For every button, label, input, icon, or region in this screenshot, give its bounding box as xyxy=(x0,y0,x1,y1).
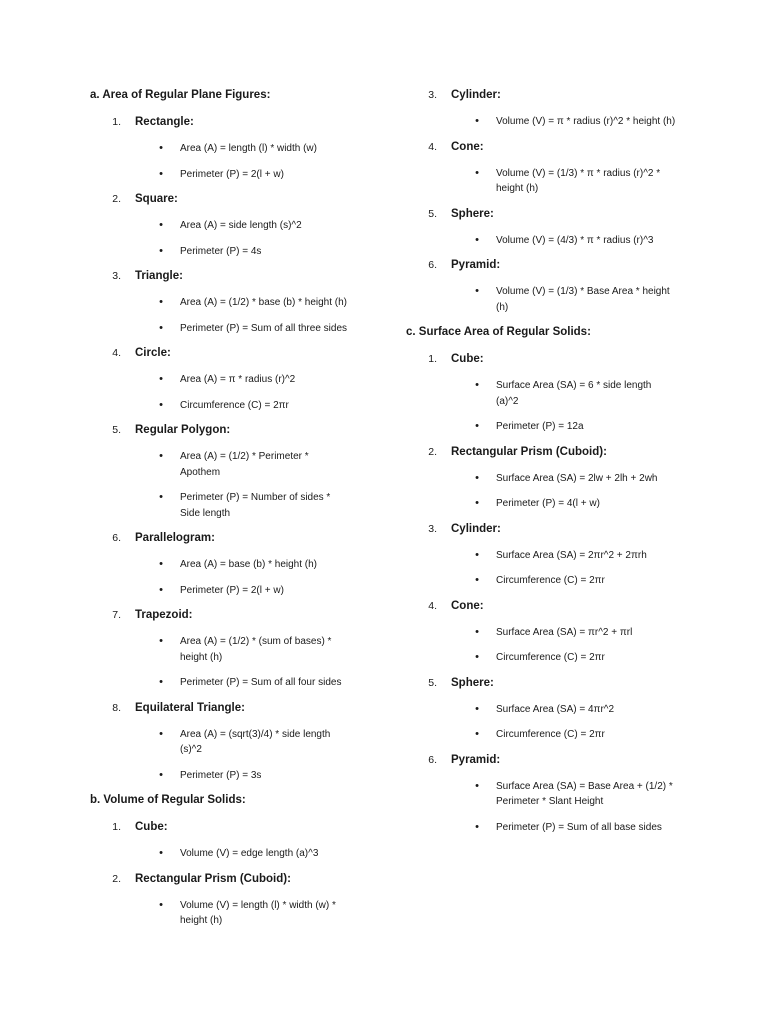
bullet-item xyxy=(406,702,706,718)
bullet-dot-icon: • xyxy=(475,285,479,297)
formula-text: Volume (V) = (1/3) * Base Area * height (h) xyxy=(496,286,670,313)
formula-text: Perimeter (P) = 2(l + w) xyxy=(180,168,284,180)
bullet-dot-icon: • xyxy=(475,497,479,509)
section-heading: a. Area of Regular Plane Figures: xyxy=(90,89,271,101)
formula-text: Surface Area (SA) = πr^2 + πrl xyxy=(496,626,633,638)
bullet-item xyxy=(90,244,380,260)
section-heading: b. Volume of Regular Solids: xyxy=(90,794,246,806)
formula-text: Surface Area (SA) = 4πr^2 xyxy=(496,703,615,715)
bullet-item xyxy=(406,496,706,512)
item-number: 7. xyxy=(112,609,121,621)
formula-text: Perimeter (P) = 12a xyxy=(496,421,584,432)
formula-text: Area (A) = (1/2) * base (b) * height (h) xyxy=(180,297,348,308)
item-number: 8. xyxy=(112,701,121,714)
formula-text: Surface Area (SA) = 2lw + 2lh + 2wh xyxy=(496,472,658,484)
formula-text: Surface Area (SA) = 2πr^2 + 2πrh xyxy=(496,549,647,561)
bullet-item xyxy=(406,820,706,836)
formula-text: Perimeter (P) = 3s xyxy=(180,769,262,781)
formula-text: Area (A) = (1/2) * (sum of bases) * height (h) xyxy=(180,636,332,663)
bullet-dot-icon: • xyxy=(475,574,479,586)
numbered-item xyxy=(406,599,706,614)
bullet-item xyxy=(90,846,380,862)
formula-text: Perimeter (P) = Sum of all three sides xyxy=(180,322,348,334)
bullet-item xyxy=(90,557,380,573)
bullet-dot-icon: • xyxy=(159,727,163,740)
bullet-dot-icon: • xyxy=(475,728,479,740)
bullet-item xyxy=(90,727,380,758)
formula-text: Volume (V) = edge length (a)^3 xyxy=(180,848,319,859)
item-label: Trapezoid: xyxy=(135,609,193,621)
formula-text: Area (A) = length (l) * width (w) xyxy=(180,143,317,154)
item-label: Cylinder: xyxy=(451,522,501,535)
bullet-item xyxy=(90,398,380,414)
formula-text: Volume (V) = length (l) * width (w) * height (h) xyxy=(180,899,336,926)
item-label: Square: xyxy=(135,193,178,205)
numbered-item xyxy=(406,258,706,273)
formula-text: Perimeter (P) = Number of sides * Side length xyxy=(180,492,331,519)
item-number: 1. xyxy=(112,821,121,833)
section-heading: c. Surface Area of Regular Solids: xyxy=(406,326,591,338)
numbered-item xyxy=(406,753,706,768)
formula-text: Surface Area (SA) = 6 * side length (a)^2 xyxy=(496,380,652,407)
bullet-item xyxy=(90,898,380,929)
numbered-item xyxy=(90,608,380,623)
item-number: 4. xyxy=(428,140,437,153)
bullet-dot-icon: • xyxy=(475,779,479,792)
bullet-item xyxy=(406,548,706,564)
item-label: Pyramid: xyxy=(451,259,501,271)
bullet-dot-icon: • xyxy=(475,166,479,179)
numbered-item xyxy=(406,352,706,367)
formula-text: Volume (V) = (4/3) * π * radius (r)^3 xyxy=(496,234,654,246)
bullet-item xyxy=(90,321,380,337)
bullet-dot-icon: • xyxy=(475,548,479,561)
numbered-item xyxy=(90,820,380,835)
item-number: 4. xyxy=(112,347,121,359)
numbered-item xyxy=(90,192,380,207)
formula-text: Surface Area (SA) = Base Area + (1/2) * Perimeter * Slant Height xyxy=(496,780,673,807)
bullet-item xyxy=(90,490,380,521)
item-label: Cube: xyxy=(451,353,484,365)
bullet-dot-icon: • xyxy=(159,491,163,503)
bullet-dot-icon: • xyxy=(475,625,479,638)
numbered-item xyxy=(90,346,380,361)
item-number: 2. xyxy=(112,872,121,885)
item-number: 6. xyxy=(428,259,437,271)
item-label: Regular Polygon: xyxy=(135,424,231,436)
item-label: Cone: xyxy=(451,140,484,153)
bullet-item xyxy=(90,768,380,784)
formula-text: Circumference (C) = 2πr xyxy=(496,729,605,740)
item-number: 5. xyxy=(112,424,121,436)
bullet-dot-icon: • xyxy=(159,676,163,688)
item-number: 3. xyxy=(428,89,437,101)
numbered-item xyxy=(90,531,380,546)
bullet-item xyxy=(406,727,706,743)
right-column xyxy=(406,88,706,845)
formula-text: Circumference (C) = 2πr xyxy=(496,575,605,586)
bullet-dot-icon: • xyxy=(159,398,163,411)
bullet-dot-icon: • xyxy=(475,233,479,246)
bullet-dot-icon: • xyxy=(159,142,163,154)
item-number: 6. xyxy=(112,532,121,544)
bullet-item xyxy=(406,625,706,641)
item-label: Rectangle: xyxy=(135,116,194,128)
item-label: Rectangular Prism (Cuboid): xyxy=(451,445,607,458)
item-label: Cylinder: xyxy=(451,89,501,101)
numbered-item xyxy=(406,88,706,103)
formula-text: Area (A) = π * radius (r)^2 xyxy=(180,374,296,385)
numbered-item xyxy=(406,207,706,222)
bullet-dot-icon: • xyxy=(159,898,163,911)
item-number: 2. xyxy=(428,445,437,458)
bullet-item xyxy=(90,583,380,599)
bullet-item xyxy=(90,634,380,665)
item-label: Circle: xyxy=(135,347,171,359)
item-label: Parallelogram: xyxy=(135,532,215,544)
bullet-dot-icon: • xyxy=(159,321,163,334)
bullet-dot-icon: • xyxy=(159,583,163,596)
bullet-dot-icon: • xyxy=(159,558,163,570)
formula-text: Area (A) = (1/2) * Perimeter * Apothem xyxy=(180,451,309,478)
item-label: Cube: xyxy=(135,821,168,833)
bullet-dot-icon: • xyxy=(159,167,163,180)
numbered-item xyxy=(90,701,380,716)
item-number: 3. xyxy=(112,270,121,282)
item-label: Sphere: xyxy=(451,207,494,220)
formula-text: Perimeter (P) = 4(l + w) xyxy=(496,498,600,509)
numbered-item xyxy=(406,445,706,460)
bullet-item xyxy=(90,141,380,157)
item-number: 3. xyxy=(428,522,437,535)
formula-text: Area (A) = base (b) * height (h) xyxy=(180,559,318,570)
formula-text: Volume (V) = π * radius (r)^2 * height (h) xyxy=(496,116,676,127)
item-label: Cone: xyxy=(451,599,484,612)
numbered-item xyxy=(406,522,706,537)
bullet-dot-icon: • xyxy=(475,651,479,663)
bullet-dot-icon: • xyxy=(159,219,163,231)
numbered-item xyxy=(90,872,380,887)
left-column xyxy=(90,88,380,939)
bullet-item xyxy=(90,372,380,388)
formula-text: Circumference (C) = 2πr xyxy=(180,399,289,411)
formula-text: Perimeter (P) = 2(l + w) xyxy=(180,584,284,596)
item-number: 2. xyxy=(112,193,121,205)
bullet-item xyxy=(90,295,380,311)
bullet-dot-icon: • xyxy=(475,702,479,715)
bullet-item xyxy=(406,650,706,666)
bullet-item xyxy=(90,167,380,183)
bullet-item xyxy=(406,419,706,435)
bullet-item xyxy=(90,449,380,480)
formula-text: Area (A) = (sqrt(3)/4) * side length (s)^2 xyxy=(180,728,331,755)
bullet-dot-icon: • xyxy=(159,244,163,257)
formula-text: Perimeter (P) = Sum of all base sides xyxy=(496,821,662,833)
formula-text: Perimeter (P) = Sum of all four sides xyxy=(180,677,342,688)
item-number: 4. xyxy=(428,599,437,612)
numbered-item xyxy=(90,423,380,438)
bullet-item xyxy=(406,233,706,249)
bullet-item xyxy=(406,378,706,409)
bullet-dot-icon: • xyxy=(475,420,479,432)
bullet-item xyxy=(406,779,706,810)
bullet-item xyxy=(406,166,706,197)
item-label: Sphere: xyxy=(451,676,494,689)
bullet-dot-icon: • xyxy=(475,379,479,391)
bullet-dot-icon: • xyxy=(159,450,163,462)
bullet-item xyxy=(406,114,706,130)
item-label: Triangle: xyxy=(135,270,183,282)
bullet-dot-icon: • xyxy=(159,847,163,859)
formula-text: Circumference (C) = 2πr xyxy=(496,652,605,663)
numbered-item xyxy=(406,140,706,155)
item-number: 5. xyxy=(428,676,437,689)
item-label: Pyramid: xyxy=(451,753,501,766)
numbered-item xyxy=(90,115,380,130)
bullet-dot-icon: • xyxy=(475,820,479,833)
formula-text: Volume (V) = (1/3) * π * radius (r)^2 * height (h) xyxy=(496,167,661,194)
bullet-item xyxy=(90,675,380,691)
item-number: 1. xyxy=(112,116,121,128)
bullet-dot-icon: • xyxy=(159,296,163,308)
bullet-item xyxy=(90,218,380,234)
formula-text: Perimeter (P) = 4s xyxy=(180,245,262,257)
item-number: 6. xyxy=(428,753,437,766)
bullet-dot-icon: • xyxy=(159,373,163,385)
numbered-item xyxy=(90,269,380,284)
item-label: Rectangular Prism (Cuboid): xyxy=(135,872,291,885)
item-label: Equilateral Triangle: xyxy=(135,701,245,714)
item-number: 1. xyxy=(428,353,437,365)
bullet-dot-icon: • xyxy=(475,471,479,484)
bullet-dot-icon: • xyxy=(475,115,479,127)
formula-text: Area (A) = side length (s)^2 xyxy=(180,220,302,231)
bullet-item xyxy=(406,573,706,589)
bullet-item xyxy=(406,471,706,487)
item-number: 5. xyxy=(428,207,437,220)
numbered-item xyxy=(406,676,706,691)
bullet-item xyxy=(406,284,706,315)
bullet-dot-icon: • xyxy=(159,635,163,647)
bullet-dot-icon: • xyxy=(159,768,163,781)
